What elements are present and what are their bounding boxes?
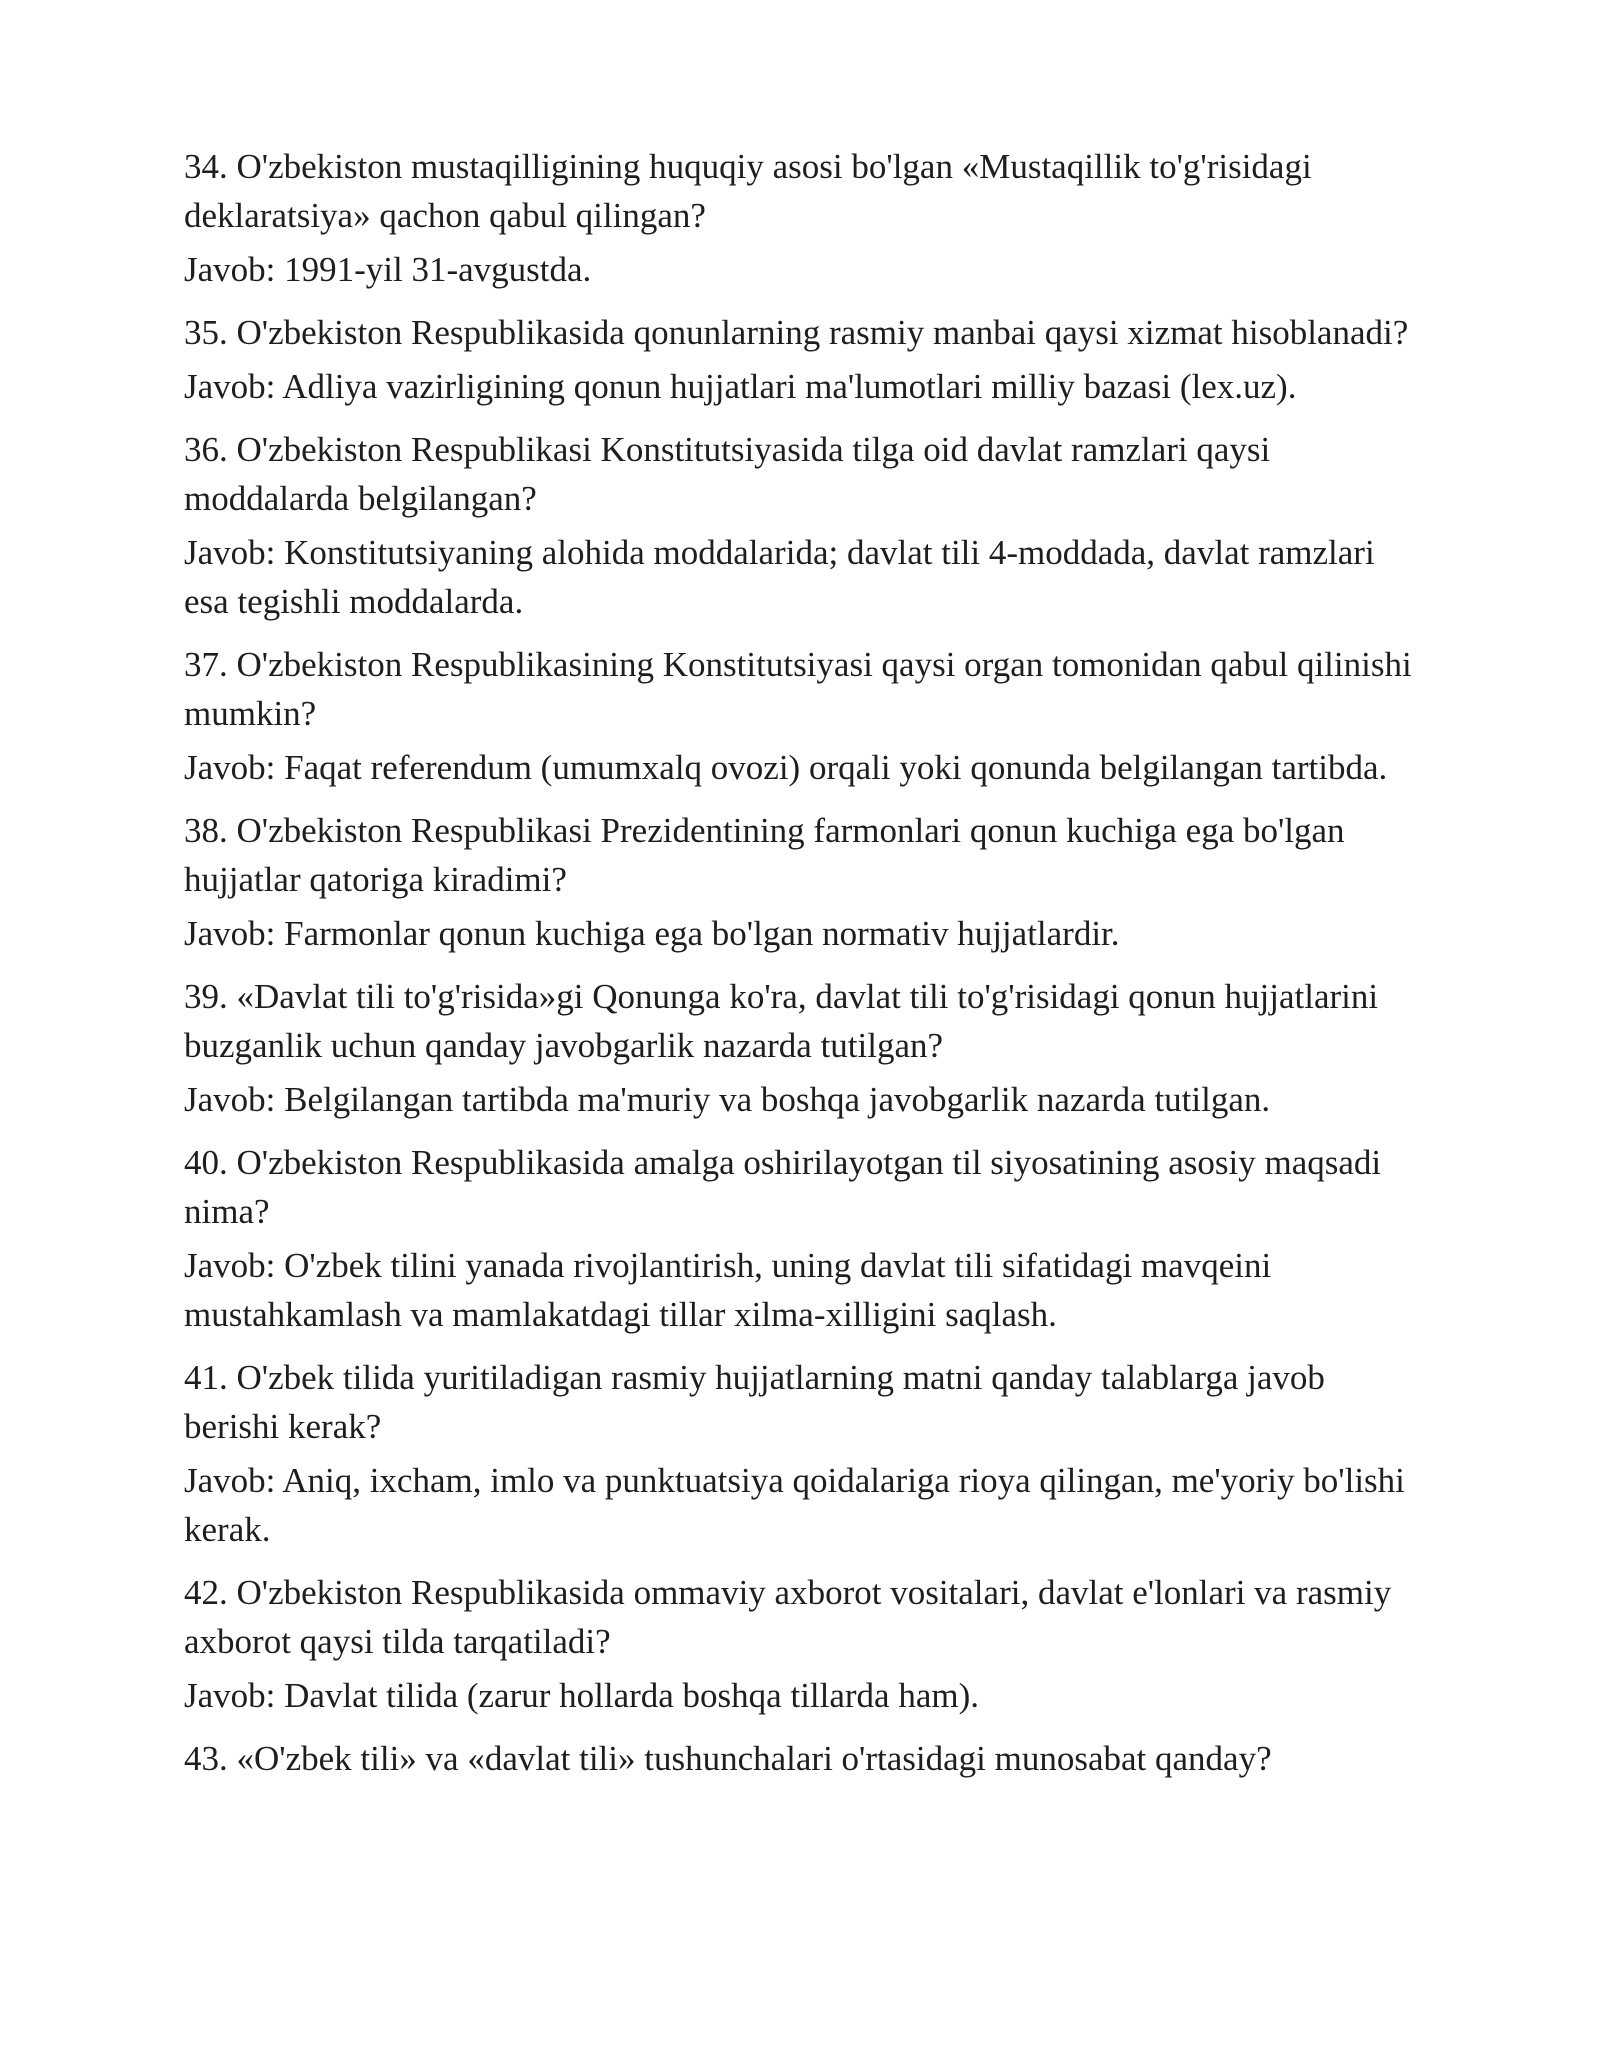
answer-text: Javob: 1991-yil 31-avgustda.	[184, 250, 592, 289]
qa-item-41	[184, 1353, 1424, 1554]
question-text: 38. O'zbekiston Respublikasi Prezidentining farmonlari qonun kuchiga ega bo'lgan hujjatlar qatoriga kiradimi?	[184, 811, 1345, 899]
question-text: 42. O'zbekiston Respublikasida ommaviy axborot vositalari, davlat e'lonlari va rasmiy axborot qaysi tilda tarqatiladi?	[184, 1573, 1392, 1661]
answer-text: Javob: Farmonlar qonun kuchiga ega bo'lgan normativ hujjatlardir.	[184, 914, 1120, 953]
answer-text: Javob: O'zbek tilini yanada rivojlantirish, uning davlat tili sifatidagi mavqeini mustahkamlash va mamlakatdagi tillar xilma-xilligini saqlash.	[184, 1246, 1272, 1334]
question-text: 35. O'zbekiston Respublikasida qonunlarning rasmiy manbai qaysi xizmat hisoblanadi?	[184, 313, 1409, 352]
qa-item-42	[184, 1568, 1424, 1720]
answer-text: Javob: Aniq, ixcham, imlo va punktuatsiya qoidalariga rioya qilingan, me'yoriy bo'lishi kerak.	[184, 1461, 1405, 1549]
answer-text: Javob: Adliya vazirligining qonun hujjatlari ma'lumotlari milliy bazasi (lex.uz).	[184, 367, 1297, 406]
question-text: 43. «O'zbek tili» va «davlat tili» tushunchalari o'rtasidagi munosabat qanday?	[184, 1739, 1272, 1778]
qa-item-36	[184, 425, 1424, 626]
qa-item-37	[184, 640, 1424, 792]
question-text: 37. O'zbekiston Respublikasining Konstitutsiyasi qaysi organ tomonidan qabul qilinishi mumkin?	[184, 645, 1412, 733]
qa-item-40	[184, 1138, 1424, 1339]
answer-text: Javob: Davlat tilida (zarur hollarda boshqa tillarda ham).	[184, 1676, 980, 1715]
answer-text: Javob: Belgilangan tartibda ma'muriy va boshqa javobgarlik nazarda tutilgan.	[184, 1080, 1271, 1119]
question-text: 39. «Davlat tili to'g'risida»gi Qonunga ko'ra, davlat tili to'g'risidagi qonun hujjatlarini buzganlik uchun qanday javobgarlik nazarda tutilgan?	[184, 977, 1379, 1065]
qa-item-35	[184, 308, 1424, 411]
question-text: 41. O'zbek tilida yuritiladigan rasmiy hujjatlarning matni qanday talablarga javob berishi kerak?	[184, 1358, 1325, 1446]
qa-item-34	[184, 142, 1424, 294]
document-body	[184, 142, 1424, 1797]
qa-item-39	[184, 972, 1424, 1124]
question-text: 40. O'zbekiston Respublikasida amalga oshirilayotgan til siyosatining asosiy maqsadi nima?	[184, 1143, 1382, 1231]
qa-item-43	[184, 1734, 1424, 1783]
answer-text: Javob: Konstitutsiyaning alohida moddalarida; davlat tili 4-moddada, davlat ramzlari esa tegishli moddalarda.	[184, 533, 1375, 621]
answer-text: Javob: Faqat referendum (umumxalq ovozi) orqali yoki qonunda belgilangan tartibda.	[184, 748, 1388, 787]
qa-item-38	[184, 806, 1424, 958]
question-text: 34. O'zbekiston mustaqilligining huquqiy asosi bo'lgan «Mustaqillik to'g'risidagi deklaratsiya» qachon qabul qilingan?	[184, 147, 1312, 235]
question-text: 36. O'zbekiston Respublikasi Konstitutsiyasida tilga oid davlat ramzlari qaysi moddalarda belgilangan?	[184, 430, 1271, 518]
